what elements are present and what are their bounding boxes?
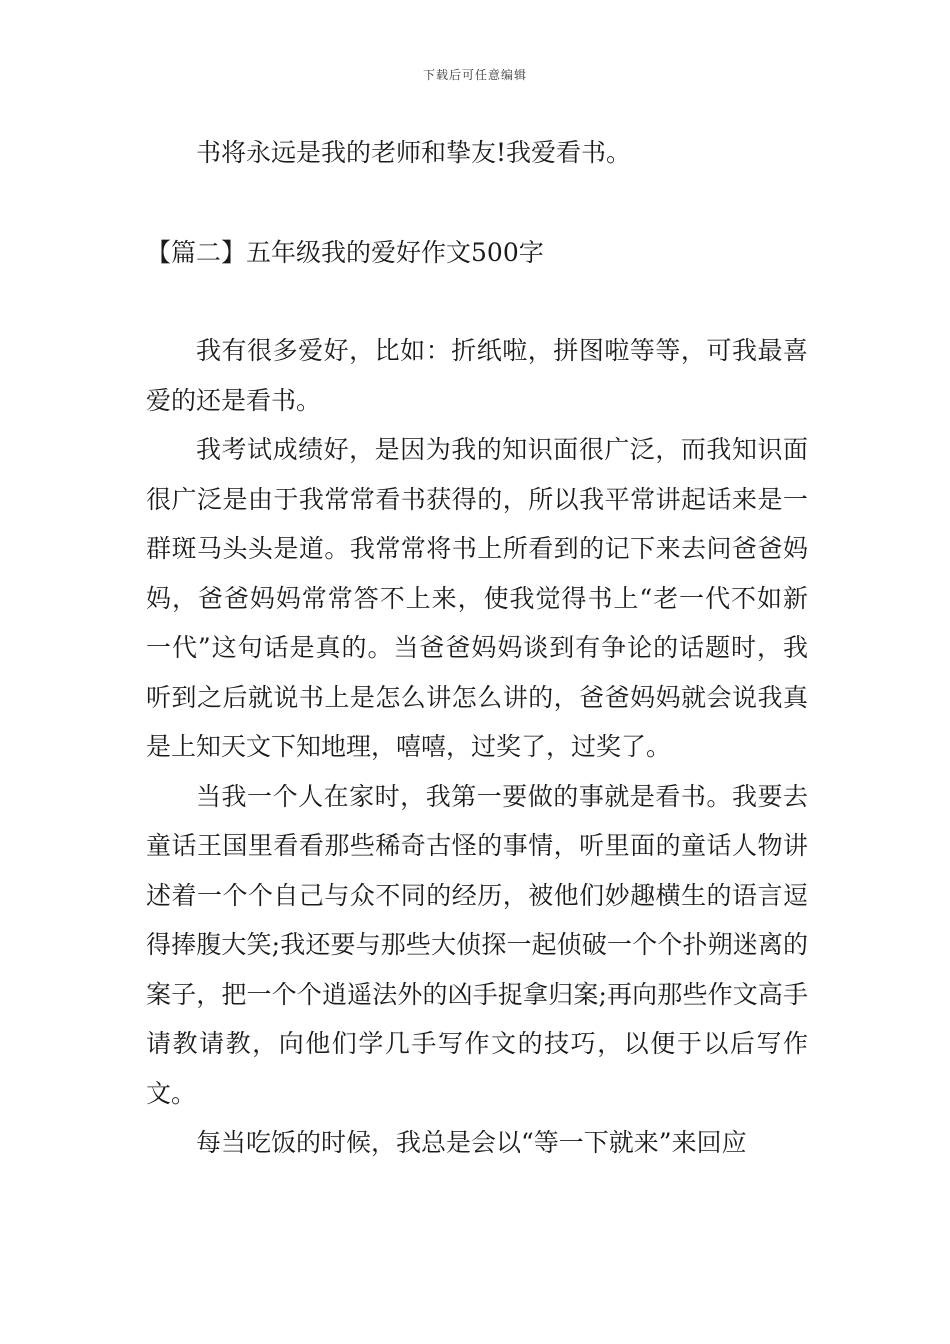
page-header-note: 下载后可任意编辑 bbox=[422, 68, 527, 82]
paragraph: 每当吃饭的时候，我总是会以“等一下就来”来回应 bbox=[196, 1128, 747, 1157]
intro-paragraph: 书将永远是我的老师和挚友!我爱看书。 bbox=[196, 138, 632, 167]
paragraph: 当我一个人在家时，我第一要做的事就是看书。我要去童话王国里看看那些稀奇古怪的事情，听里面的童话人物讲述着一个个自己与众不同的经历，被他们妙趣横生的语言逗得捧腹大笑;我还要与那些大侦探一起侦破一个个扑朔迷离的案子，把一个个逍遥法外的凶手捉拿归案;再向那些作文高手请教请教，向他们学几手写作文的技巧，以便于以后写作文。 bbox=[146, 781, 808, 1108]
section-title: 【篇二】五年级我的爱好作文500字 bbox=[146, 237, 544, 267]
paragraph: 我考试成绩好，是因为我的知识面很广泛，而我知识面很广泛是由于我常常看书获得的，所以我平常讲起话来是一群斑马头头是道。我常常将书上所看到的记下来去问爸爸妈妈，爸爸妈妈常常答不上来，使我觉得书上“老一代不如新一代”这句话是真的。当爸爸妈妈谈到有争论的话题时，我听到之后就说书上是怎么讲怎么讲的，爸爸妈妈就会说我真是上知天文下知地理，嘻嘻，过奖了，过奖了。 bbox=[146, 435, 808, 761]
paragraph: 我有很多爱好，比如：折纸啦，拼图啦等等，可我最喜爱的还是看书。 bbox=[146, 336, 808, 415]
document-body bbox=[146, 128, 808, 1168]
